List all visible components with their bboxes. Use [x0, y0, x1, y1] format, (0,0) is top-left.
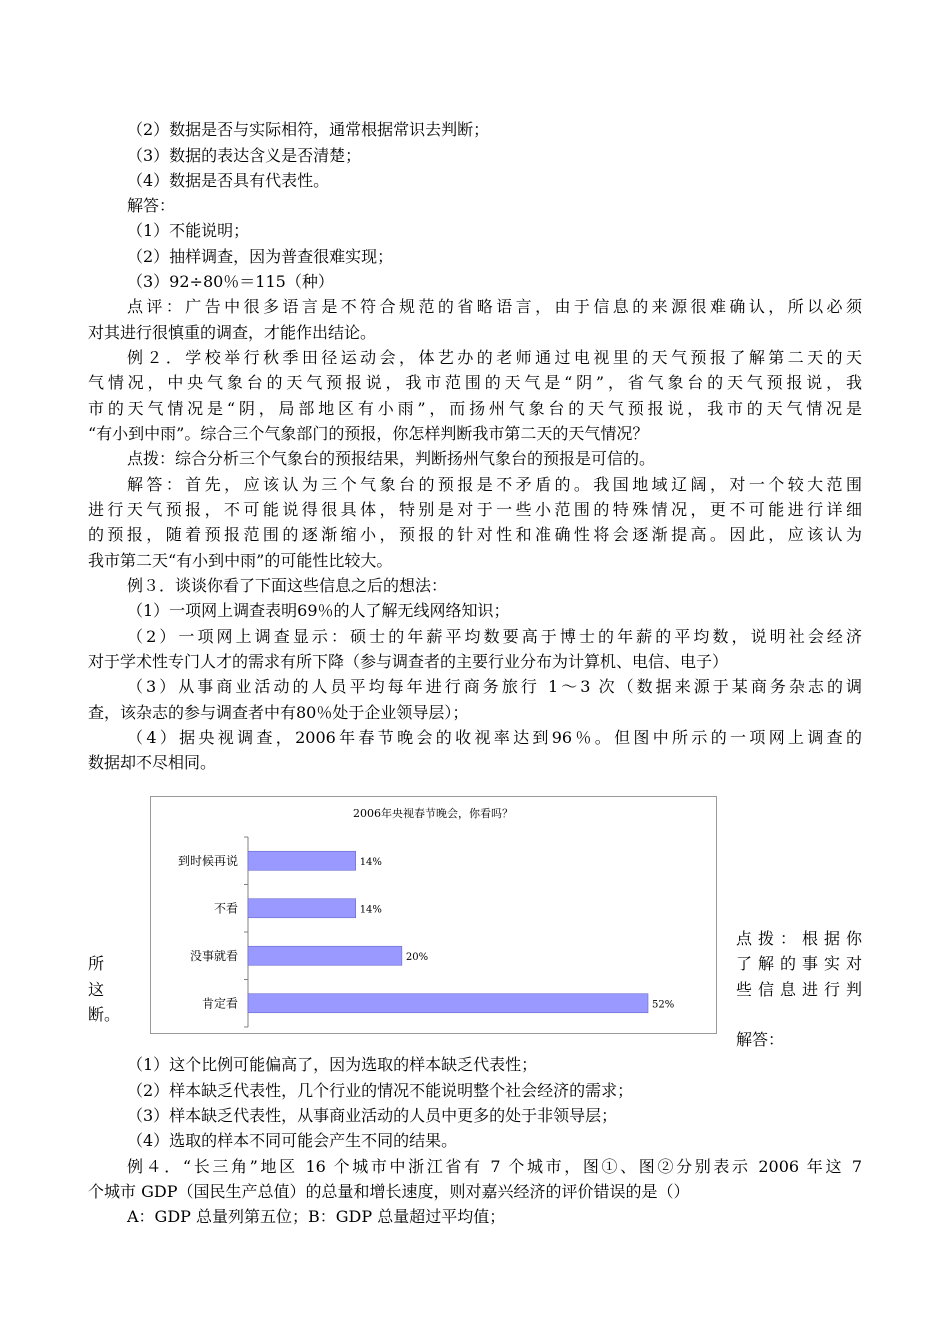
text-line: 气情况，中央气象台的天气预报说，我市范围的天气是“阴”，省气象台的天气预报说，我	[88, 373, 862, 392]
text-line: 市的天气情况是“阴，局部地区有小雨”，而扬州气象台的天气预报说，我市的天气情况是	[88, 399, 862, 418]
text-line: 解答：首先，应该认为三个气象台的预报是不矛盾的。我国地域辽阔，对一个较大范围	[127, 475, 862, 494]
value-label: 52%	[652, 999, 675, 1011]
text-line: 例３．谈谈你看了下面这些信息之后的想法：	[127, 576, 448, 595]
bar	[248, 994, 648, 1013]
text-line: （3）数据的表达含义是否清楚；	[127, 146, 362, 165]
wrap-text-left: 所	[88, 954, 105, 973]
text-line: （1）这个比例可能偏高了，因为选取的样本缺乏代表性；	[127, 1055, 538, 1074]
value-label: 14%	[359, 904, 382, 916]
category-label: 没事就看	[189, 948, 238, 963]
value-label: 14%	[359, 856, 382, 868]
text-line: （1）不能说明；	[127, 221, 250, 240]
text-line: 个城市 GDP（国民生产总值）的总量和增长速度，则对嘉兴经济的评价错误的是（）	[88, 1182, 690, 1201]
text-line: 我市第二天“有小到中雨”的可能性比较大。	[88, 551, 393, 570]
text-line: 点评：广告中很多语言是不符合规范的省略语言，由于信息的来源很难确认，所以必须	[127, 297, 862, 316]
text-line: （4）选取的样本不同可能会产生不同的结果。	[127, 1131, 458, 1150]
text-line: 例２．学校举行秋季田径运动会，体艺办的老师通过电视里的天气预报了解第二天的天	[127, 348, 862, 367]
text-line: （2）数据是否与实际相符，通常根据常识去判断；	[127, 120, 490, 139]
text-line: 点拨：综合分析三个气象台的预报结果，判断扬州气象台的预报是可信的。	[127, 449, 656, 468]
category-label: 不看	[213, 901, 238, 916]
wrap-text-left: 断。	[88, 1005, 121, 1024]
wrap-text-right: 点拨：根据你	[736, 929, 862, 948]
category-label: 到时候再说	[177, 853, 238, 868]
text-line: （2）抽样调查，因为普查很难实现；	[127, 247, 394, 266]
text-line: （3）92÷80％＝115（种）	[127, 272, 334, 291]
text-line: “有小到中雨”。综合三个气象部门的预报，你怎样判断我市第二天的天气情况？	[88, 424, 649, 443]
text-line: （1）一项网上调查表明69％的人了解无线网络知识；	[127, 601, 510, 620]
wrap-text-right: 些信息进行判	[736, 980, 862, 999]
text-line: 数据却不尽相同。	[88, 753, 217, 772]
text-line: （3）样本缺乏代表性，从事商业活动的人员中更多的处于非领导层；	[127, 1106, 618, 1125]
text-line: A：GDP 总量列第五位；B：GDP 总量超过平均值；	[127, 1207, 506, 1226]
bar	[248, 851, 356, 870]
text-line: 进行天气预报，不可能说得很具体，特别是对于一些小范围的特殊情况，更不可能进行详细	[88, 500, 862, 519]
wrap-text-left: 这	[88, 980, 105, 999]
wrap-text-right: 解答：	[736, 1030, 785, 1049]
text-line: （3）从事商业活动的人员平均每年进行商务旅行 1～3 次（数据来源于某商务杂志的调	[127, 677, 862, 696]
wrap-text-right: 了解的事实对	[736, 954, 862, 973]
chart-title: 2006年央视春节晚会，你看吗？	[353, 807, 513, 820]
text-line: 对于学术性专门人才的需求有所下降（参与调查者的主要行业分布为计算机、电信、电子）	[88, 652, 729, 671]
bar	[248, 946, 402, 965]
text-line: （4）据央视调查，2006年春节晚会的收视率达到96％。但图中所示的一项网上调查的	[127, 728, 862, 747]
text-line: 对其进行很慎重的调查，才能作出结论。	[88, 323, 377, 342]
category-label: 肯定看	[201, 996, 238, 1011]
chart-svg	[151, 797, 716, 1033]
text-line: 查，该杂志的参与调查者中有80％处于企业领导层）；	[88, 703, 469, 722]
text-line: （2）一项网上调查显示：硕士的年薪平均数要高于博士的年薪的平均数，说明社会经济	[127, 627, 862, 646]
value-label: 20%	[405, 951, 429, 963]
text-line: 的预报，随着预报范围的逐渐缩小，预报的针对性和准确性将会逐渐提高。因此，应该认为	[88, 525, 862, 544]
bar	[248, 899, 356, 918]
text-line: （2）样本缺乏代表性，几个行业的情况不能说明整个社会经济的需求；	[127, 1081, 634, 1100]
text-line: 解答：	[127, 196, 176, 215]
text-line: 例４．“长三角”地区 16 个城市中浙江省有 7 个城市，图①、图②分别表示 2006 年这 7	[127, 1157, 862, 1176]
survey-bar-chart	[150, 796, 717, 1034]
text-line: （4）数据是否具有代表性。	[127, 171, 330, 190]
